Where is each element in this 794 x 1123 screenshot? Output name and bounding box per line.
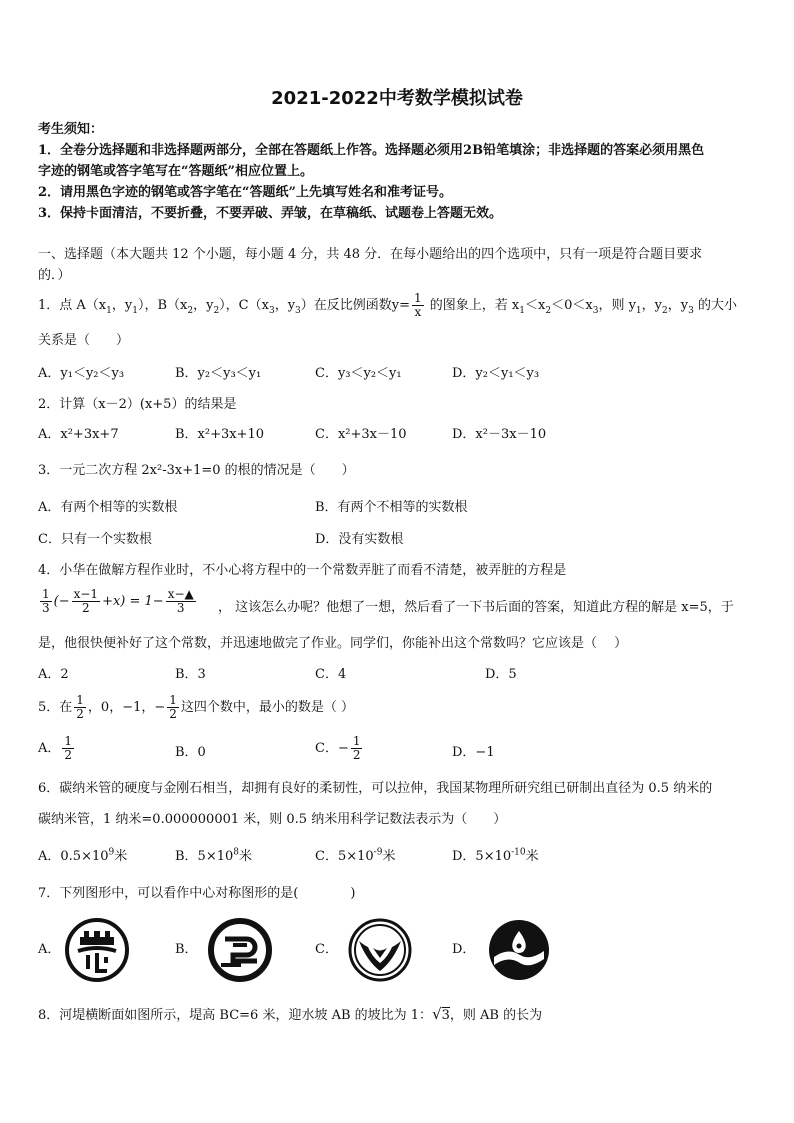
option-a[interactable]: A．$0.5\times 10^9$米: [38, 847, 128, 864]
section-heading-cont: 的．）: [38, 268, 71, 283]
question-4-stem: 4．小华在做解方程作业时，不小心将方程中的一个常数弄脏了而看不清楚，被弄脏的方程是: [38, 563, 567, 578]
question-1-stem-cont: 关系是（ ）: [38, 333, 130, 348]
option-a-label[interactable]: A．: [38, 942, 61, 957]
notice-heading: 考生须知：: [38, 122, 104, 137]
emblem-c-icon[interactable]: [347, 917, 413, 983]
option-d[interactable]: D．没有实数根: [315, 532, 404, 547]
sqrt-symbol: √: [432, 1005, 442, 1023]
option-c[interactable]: C．− $\frac{1}{2}$: [315, 734, 361, 763]
option-c[interactable]: C．只有一个实数根: [38, 532, 152, 547]
question-6-stem: 6．碳纳米管的硬度与金刚石相当，却拥有良好的柔韧性，可以拉伸，我国某物理所研究组已研制出直径为 0.5 纳米的: [38, 781, 713, 796]
notice-item: 字迹的钢笔或答字笔写在“答题纸”相应位置上。: [38, 164, 313, 179]
option-d[interactable]: D．5: [485, 667, 517, 682]
question-3-stem: 3．一元二次方程 2x²-3x+1=0 的根的情况是（ ）: [38, 463, 355, 478]
question-2-stem: 2．计算（x－2）(x+5）的结果是: [38, 397, 237, 412]
option-b[interactable]: B．3: [175, 667, 206, 682]
option-a[interactable]: A． $\frac{1}{2}$: [38, 734, 73, 763]
option-d[interactable]: D．−1: [452, 745, 495, 760]
option-a[interactable]: A．2: [38, 667, 69, 682]
question-5-stem: 5．在 $\frac{1}{2}$ ，0，−1，− $\frac{1}{2}$ 这四个数中，最小的数是（ ）: [38, 693, 355, 722]
notice-item: 1．全卷分选择题和非选择题两部分，全部在答题纸上作答。选择题必须用2B铅笔填涂；非选择题的答案必须用黑色: [38, 143, 705, 158]
option-d[interactable]: D．$5\times 10^{-10}$米: [452, 847, 539, 864]
emblem-d-icon[interactable]: [486, 917, 552, 983]
option-c-label[interactable]: C．: [315, 942, 338, 957]
option-c[interactable]: C．y₃＜y₂＜y₁: [315, 366, 402, 381]
option-b[interactable]: B．$5\times 10^8$米: [175, 847, 253, 864]
emblem-a-icon[interactable]: [64, 917, 130, 983]
emblem-b-icon[interactable]: [207, 917, 273, 983]
option-a[interactable]: A．有两个相等的实数根: [38, 500, 178, 515]
notice-item: 2．请用黑色字迹的钢笔或答字笔在“答题纸”上先填写姓名和准考证号。: [38, 185, 453, 200]
option-a[interactable]: A．x²+3x+7: [38, 427, 119, 442]
fraction-1-over-x: $\frac{1}{x}$: [414, 291, 422, 320]
option-d[interactable]: D．x²－3x－10: [452, 427, 547, 442]
notice-item: 3．保持卡面清洁，不要折叠，不要弄破、弄皱，在草稿纸、试题卷上答题无效。: [38, 206, 503, 221]
option-c[interactable]: C．$5\times 10^{-9}$米: [315, 847, 396, 864]
question-4-stem-cont2: 是，他很快便补好了这个常数，并迅速地做完了作业。同学们，你能补出这个常数吗？它应该是（ ）: [38, 636, 628, 651]
option-d-label[interactable]: D．: [452, 942, 476, 957]
option-b[interactable]: B．有两个不相等的实数根: [315, 500, 468, 515]
option-b[interactable]: B．y₂＜y₃＜y₁: [175, 366, 262, 381]
question-7-stem: 7．下列图形中，可以看作中心对称图形的是( ): [38, 886, 356, 901]
option-a[interactable]: A．y₁＜y₂＜y₃: [38, 366, 125, 381]
question-6-stem-cont: 碳纳米管，1 纳米=0.000000001 米，则 0.5 纳米用科学记数法表示为（ ）: [38, 812, 507, 827]
section-heading: 一、选择题（本大题共 12 个小题，每小题 4 分，共 48 分．在每小题给出的四个选项中，只有一项是符合题目要求: [38, 247, 703, 262]
page-title: 2021-2022中考数学模拟试卷: [271, 88, 523, 109]
option-b[interactable]: B．x²+3x+10: [175, 427, 265, 442]
question-4-stem-cont: ， 这该怎么办呢？他想了一想，然后看了一下书后面的答案，知道此方程的解是 x=5，于: [218, 600, 734, 615]
option-b-label[interactable]: B．: [175, 942, 198, 957]
question-4-equation: $\frac{1}{3}$ (− $\frac{x-1}{2}$ +x) = 1− $\frac{x-▲}{3}$: [42, 587, 194, 616]
option-c[interactable]: C．x²+3x－10: [315, 427, 407, 442]
question-1-stem: 1．点 $A(x_1$，$y_1$），$B(x_2$，$y_2$），$C(x_3$，$y_3$）在反比例函数y= $\frac{1}{x}$ 的图象上，若 $x_1<x_2<0<x_3$，则 $y_1$，$y_2$，$y_3$ 的大小: [38, 291, 737, 320]
question-8-stem: 8．河堤横断面如图所示，堤高 BC=6 米，迎水坡 AB 的坡比为 1：√3，则 AB 的长为: [38, 1005, 543, 1023]
option-b[interactable]: B．0: [175, 745, 206, 760]
option-c[interactable]: C．4: [315, 667, 347, 682]
option-d[interactable]: D．y₂＜y₁＜y₃: [452, 366, 540, 381]
